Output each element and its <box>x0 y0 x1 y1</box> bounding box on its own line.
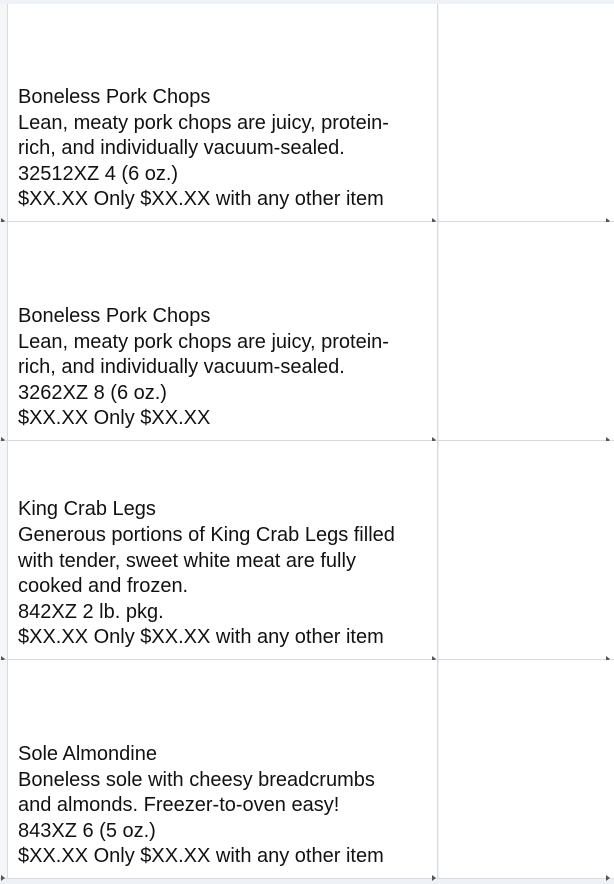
product-code: 843XZ 6 (5 oz.) <box>18 819 156 842</box>
table-row <box>0 441 614 660</box>
product-description-line: Lean, meaty pork chops are juicy, protein- <box>18 330 389 353</box>
table-row <box>0 4 614 222</box>
product-description-line: with tender, sweet white meat are fully <box>18 549 356 572</box>
empty-cell[interactable] <box>439 222 614 440</box>
product-code: 32512XZ 4 (6 oz.) <box>18 162 179 185</box>
empty-cell[interactable] <box>439 4 614 221</box>
product-cell[interactable] <box>8 4 438 221</box>
product-description-line: rich, and individually vacuum-sealed. <box>18 356 345 379</box>
product-price: $XX.XX Only $XX.XX with any other item <box>18 626 384 649</box>
empty-cell[interactable] <box>439 660 614 878</box>
row-gutter[interactable] <box>0 4 8 221</box>
product-name: Sole Almondine <box>18 743 157 766</box>
product-description-line: cooked and frozen. <box>18 575 189 598</box>
product-code: 842XZ 2 lb. pkg. <box>18 600 164 623</box>
product-price: $XX.XX Only $XX.XX with any other item <box>18 845 384 868</box>
product-cell[interactable] <box>8 441 438 659</box>
product-name: King Crab Legs <box>18 498 156 521</box>
row-marker-icon <box>432 875 436 881</box>
product-description-line: and almonds. Freezer-to-oven easy! <box>18 794 340 817</box>
product-cell[interactable] <box>8 660 438 878</box>
product-name: Boneless Pork Chops <box>18 86 211 109</box>
row-gutter[interactable] <box>0 660 8 878</box>
row-gutter[interactable] <box>0 222 8 440</box>
product-price: $XX.XX Only $XX.XX with any other item <box>18 188 384 211</box>
row-gutter[interactable] <box>0 441 8 659</box>
product-name: Boneless Pork Chops <box>18 305 211 328</box>
product-price: $XX.XX Only $XX.XX <box>18 407 211 430</box>
product-description-line: Boneless sole with cheesy breadcrumbs <box>18 768 375 791</box>
product-description-line: Generous portions of King Crab Legs filled <box>18 524 395 547</box>
product-description-line: Lean, meaty pork chops are juicy, protein- <box>18 111 389 134</box>
empty-cell[interactable] <box>439 441 614 659</box>
row-marker-icon <box>1 875 5 881</box>
product-code: 3262XZ 8 (6 oz.) <box>18 381 167 404</box>
row-marker-icon <box>606 875 610 881</box>
table-row <box>0 660 614 879</box>
product-description-line: rich, and individually vacuum-sealed. <box>18 137 345 160</box>
table-row <box>0 222 614 441</box>
product-cell[interactable] <box>8 222 438 440</box>
